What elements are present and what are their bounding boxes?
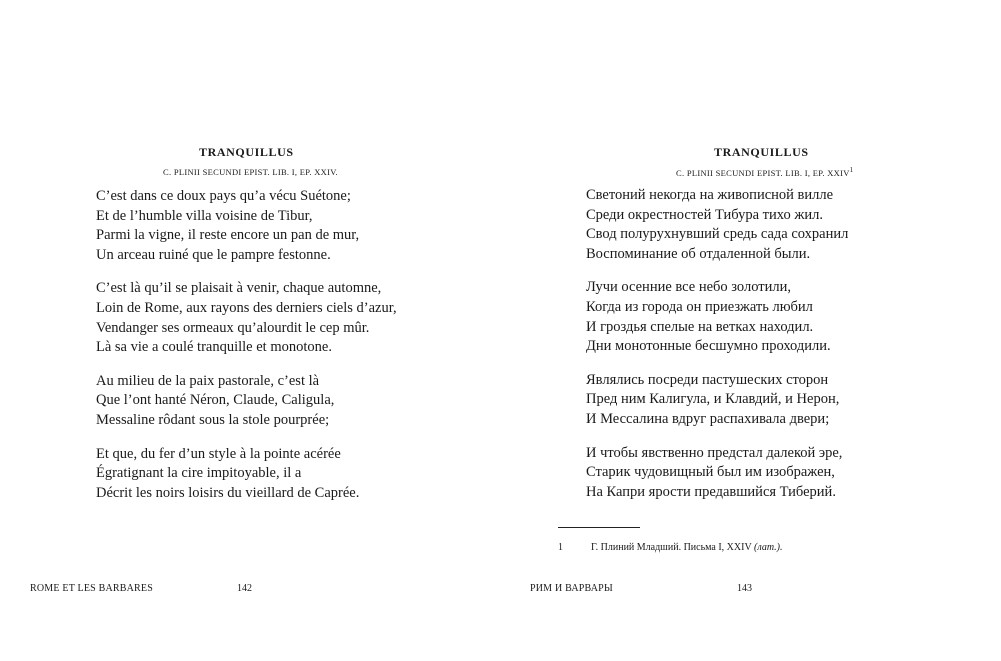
footnote-number: 1: [558, 542, 563, 553]
epigraph-subtitle: C. PLINII SECUNDI EPIST. LIB. I, EP. XXIV.: [163, 167, 338, 177]
epigraph-subtitle: [676, 166, 853, 178]
poem-line: Égratignant la cire impitoyable, il a: [96, 465, 302, 482]
poem-line: И Мессалина вдруг распахивала двери;: [586, 410, 830, 427]
footnote-text: [591, 542, 783, 553]
poem-line: Messaline rôdant sous la stole pourprée;: [96, 411, 330, 428]
poem-line: Parmi la vigne, il reste encore un pan de mur,: [96, 227, 360, 244]
poem-stanza: [586, 371, 848, 430]
poem-line: Un arceau ruiné que le pampre festonne.: [96, 246, 331, 263]
poem-line: Старик чудовищный был им изображен,: [586, 464, 835, 481]
poem-stanza: [96, 372, 397, 431]
poem-stanza: [586, 278, 848, 356]
page-number: 143: [737, 583, 752, 594]
poem-line: C’est là qu’il se plaisait à venir, chaque automne,: [96, 280, 382, 297]
poem-stanza: [586, 186, 848, 264]
running-head: ROME ET LES BARBARES: [30, 583, 153, 594]
poem-line: Пред ним Калигула, и Клавдий, и Нерон,: [586, 391, 840, 408]
poem-line: Свод полурухнувший средь сада сохранил: [586, 226, 849, 243]
poem-line: Среди окрестностей Тибура тихо жил.: [586, 206, 823, 223]
poem-line: Là sa vie a coulé tranquille et monotone.: [96, 339, 332, 356]
poem-stanza: [96, 187, 397, 265]
poem-line: Au milieu de la paix pastorale, c’est là: [96, 372, 320, 389]
footnote-language-note: (лат.).: [754, 542, 783, 553]
poem-line: И гроздья спелые на ветках находил.: [586, 318, 814, 335]
poem-line: Décrit les noirs loisirs du vieillard de Caprée.: [96, 484, 360, 501]
poem-stanza: [96, 445, 397, 504]
poem-line: Светоний некогда на живописной вилле: [586, 187, 834, 203]
footnote-marker[interactable]: 1: [849, 166, 854, 174]
subtitle-text: C. PLINII SECUNDI EPIST. LIB. I, EP. XXIV: [676, 167, 850, 178]
poem-russian: [586, 186, 848, 516]
poem-line: Que l’ont hanté Néron, Claude, Caligula,: [96, 392, 335, 409]
poem-line: Лучи осенние все небо золотили,: [586, 279, 791, 296]
left-page: [0, 0, 500, 661]
right-page: [500, 0, 1001, 661]
poem-line: Дни монотонные бесшумно проходили.: [586, 338, 831, 355]
poem-line: На Капри ярости предавшийся Тиберий.: [586, 483, 836, 500]
poem-french: [96, 187, 397, 517]
poem-line: Et de l’humble villa voisine de Tibur,: [96, 207, 313, 224]
footnote-source: Г. Плиний Младший. Письма I, XXIV: [591, 542, 752, 553]
poem-line: Et que, du fer d’un style à la pointe acérée: [96, 445, 341, 462]
poem-line: Loin de Rome, aux rayons des derniers ciels d’azur,: [96, 299, 397, 316]
poem-line: C’est dans ce doux pays qu’a vécu Suétone;: [96, 188, 351, 204]
poem-line: И чтобы явственно предстал далекой эре,: [586, 444, 843, 461]
poem-line: Vendanger ses ormeaux qu’alourdit le cep mûr.: [96, 319, 370, 336]
page-number: 142: [237, 583, 252, 594]
poem-stanza: [586, 444, 848, 503]
poem-line: Являлись посреди пастушеских сторон: [586, 371, 829, 388]
footnote-rule: [558, 527, 640, 528]
poem-line: Когда из города он приезжать любил: [586, 298, 813, 315]
poem-line: Воспоминание об отдаленной были.: [586, 245, 811, 262]
poem-stanza: [96, 279, 397, 357]
page-title: TRANQUILLUS: [199, 145, 294, 159]
footnote: [558, 542, 958, 556]
page-title: TRANQUILLUS: [714, 145, 809, 159]
running-head: РИМ И ВАРВАРЫ: [530, 583, 613, 594]
